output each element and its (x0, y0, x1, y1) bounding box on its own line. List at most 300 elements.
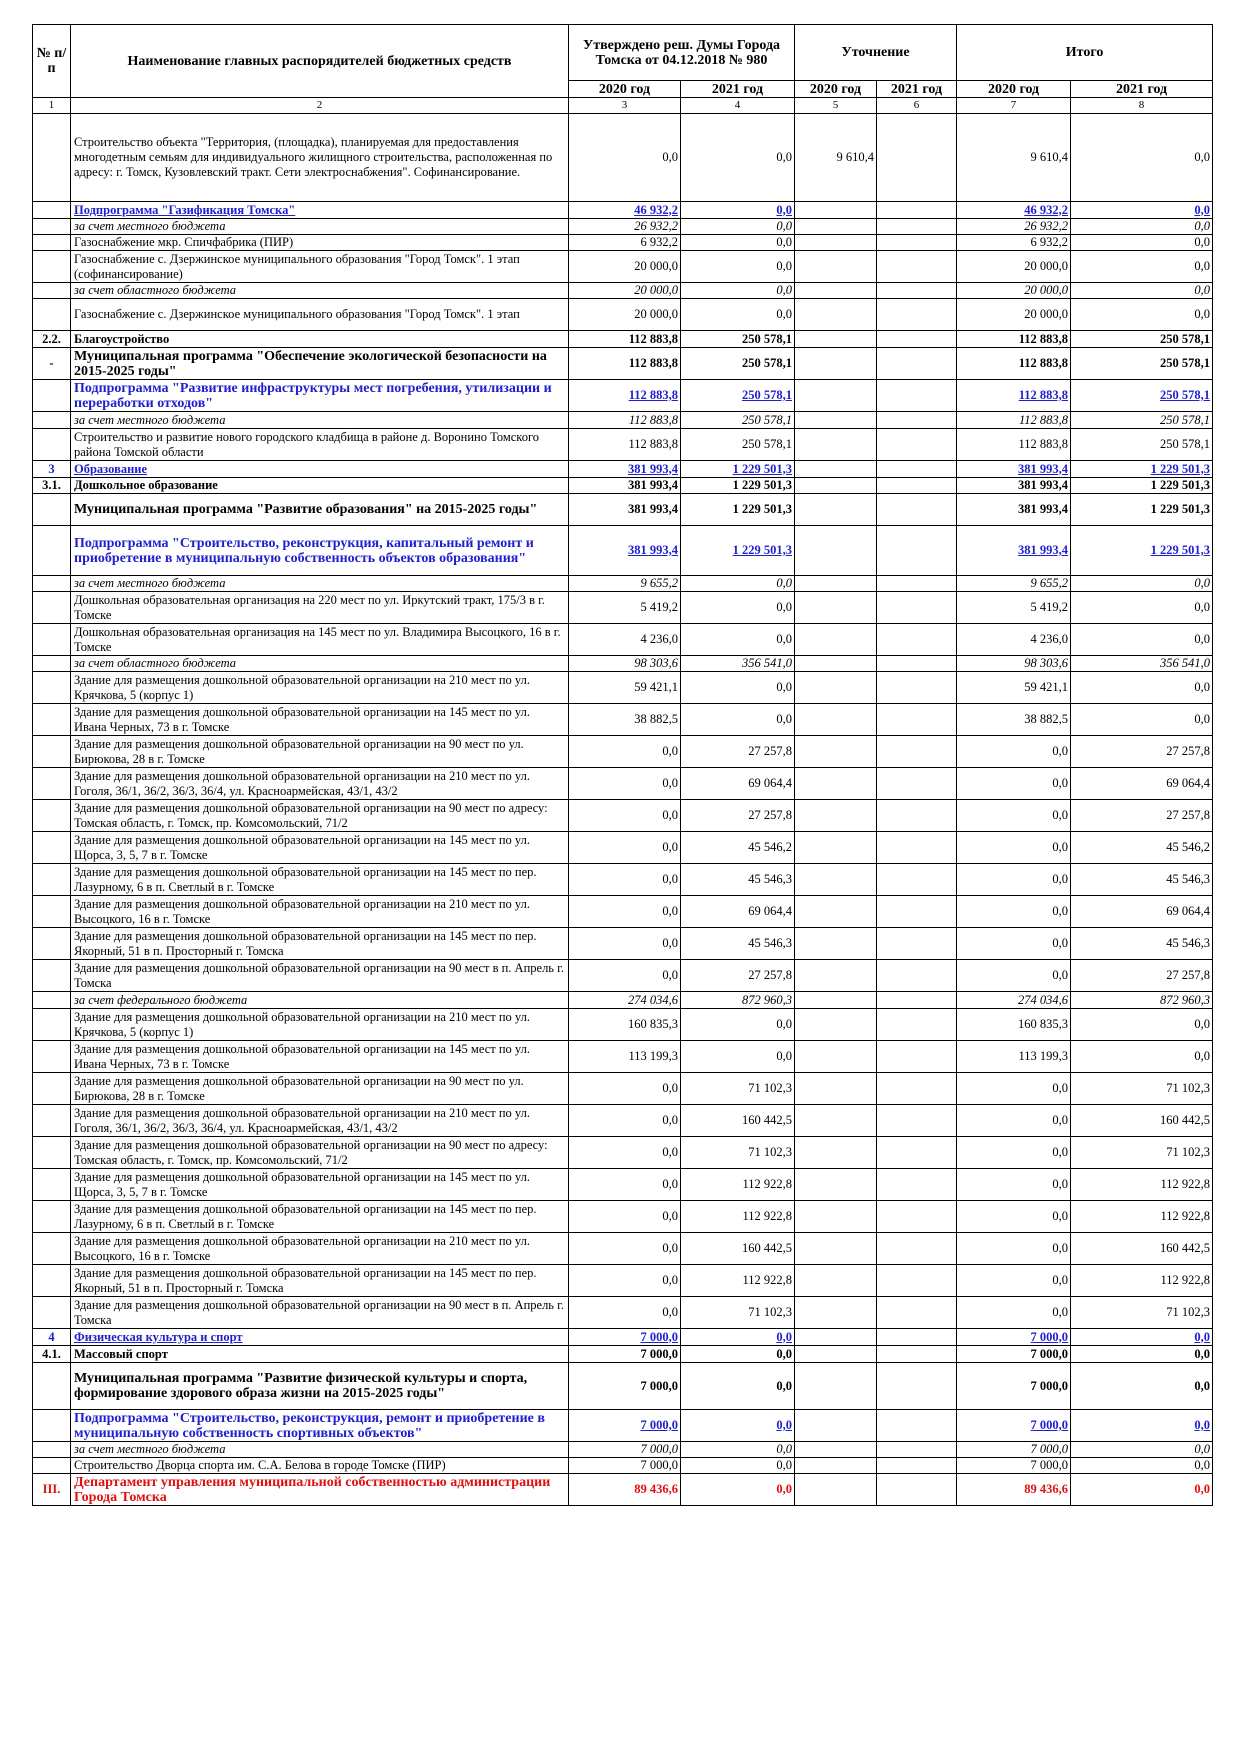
value-cell-t21: 0,0 (1071, 1363, 1213, 1410)
value-cell-u21 (877, 1458, 957, 1474)
value-cell-a20: 0,0 (569, 1201, 681, 1233)
value-cell-u21 (877, 1363, 957, 1410)
value-cell-u20 (795, 832, 877, 864)
value-cell-a21: 250 578,1 (681, 412, 795, 429)
value-cell-u20 (795, 1329, 877, 1346)
value-cell-t21: 0,0 (1071, 704, 1213, 736)
value-cell-a21: 0,0 (681, 704, 795, 736)
value-cell-a21: 0,0 (681, 219, 795, 235)
value-cell-t21: 1 229 501,3 (1071, 526, 1213, 576)
value-cell-t21: 69 064,4 (1071, 768, 1213, 800)
row-name: Здание для размещения дошкольной образовательной организации на 210 мест по ул. Крячкова, 5 (корпус 1) (71, 1009, 569, 1041)
row-name: Здание для размещения дошкольной образовательной организации на 90 мест в п. Апрель г. Томска (71, 1297, 569, 1329)
value-cell-t21: 160 442,5 (1071, 1105, 1213, 1137)
value-cell-u21 (877, 896, 957, 928)
table-row (33, 429, 1213, 461)
value-cell-a21: 0,0 (681, 1041, 795, 1073)
row-number (33, 219, 71, 235)
value-cell-a21: 0,0 (681, 299, 795, 331)
value-cell-t21: 250 578,1 (1071, 331, 1213, 348)
value-cell-a21: 45 546,3 (681, 864, 795, 896)
value-cell-u20 (795, 1169, 877, 1201)
value-cell-u21 (877, 1169, 957, 1201)
row-name: Газоснабжение с. Дзержинское муниципального образования "Город Томск". 1 этап (софинансирование) (71, 251, 569, 283)
row-name: Здание для размещения дошкольной образовательной организации на 210 мест по ул. Гоголя, 36/1, 36/2, 36/3, 36/4, ул. Красноармейская, 43/1, 43/2 (71, 768, 569, 800)
value-cell-t20: 0,0 (957, 1297, 1071, 1329)
row-name: Здание для размещения дошкольной образовательной организации на 145 мест по пер. Лазурному, 6 в п. Светлый в г. Томске (71, 864, 569, 896)
value-cell-u21 (877, 299, 957, 331)
row-number (33, 1442, 71, 1458)
row-number (33, 1363, 71, 1410)
row-name: Дошкольное образование (71, 478, 569, 494)
value-cell-a20: 0,0 (569, 1265, 681, 1297)
row-name: Газоснабжение с. Дзержинское муниципального образования "Город Томск". 1 этап (71, 299, 569, 331)
value-cell-t21: 0,0 (1071, 1009, 1213, 1041)
table-row (33, 1105, 1213, 1137)
value-cell-u21 (877, 864, 957, 896)
value-cell-u20 (795, 1009, 877, 1041)
row-number (33, 1105, 71, 1137)
column-index: 7 (957, 98, 1071, 114)
value-cell-t21: 250 578,1 (1071, 412, 1213, 429)
row-number (33, 1265, 71, 1297)
value-cell-u20 (795, 1297, 877, 1329)
value-cell-u21 (877, 768, 957, 800)
row-number (33, 299, 71, 331)
value-cell-u21 (877, 1233, 957, 1265)
value-cell-a21: 0,0 (681, 1346, 795, 1363)
row-number (33, 960, 71, 992)
value-cell-u20 (795, 896, 877, 928)
row-number (33, 526, 71, 576)
value-cell-t20: 381 993,4 (957, 494, 1071, 526)
value-cell-t21: 0,0 (1071, 299, 1213, 331)
table-row (33, 576, 1213, 592)
value-cell-a20: 0,0 (569, 896, 681, 928)
table-row (33, 624, 1213, 656)
value-cell-t21: 112 922,8 (1071, 1169, 1213, 1201)
value-cell-a20: 4 236,0 (569, 624, 681, 656)
value-cell-t20: 5 419,2 (957, 592, 1071, 624)
column-index: 8 (1071, 98, 1213, 114)
row-name: за счет областного бюджета (71, 656, 569, 672)
value-cell-a21: 0,0 (681, 202, 795, 219)
value-cell-a21: 0,0 (681, 235, 795, 251)
value-cell-t20: 6 932,2 (957, 235, 1071, 251)
value-cell-t20: 7 000,0 (957, 1346, 1071, 1363)
row-name: Здание для размещения дошкольной образовательной организации на 210 мест по ул. Крячкова, 5 (корпус 1) (71, 672, 569, 704)
value-cell-t21: 27 257,8 (1071, 736, 1213, 768)
budget-table-sheet (32, 24, 1212, 1506)
value-cell-a20: 20 000,0 (569, 283, 681, 299)
value-cell-t21: 0,0 (1071, 202, 1213, 219)
column-index: 3 (569, 98, 681, 114)
value-cell-t20: 160 835,3 (957, 1009, 1071, 1041)
row-name: Здание для размещения дошкольной образовательной организации на 145 мест по пер. Якорный, 51 в п. Просторный г. Томска (71, 1265, 569, 1297)
column-index: 4 (681, 98, 795, 114)
table-row (33, 656, 1213, 672)
value-cell-u21 (877, 1297, 957, 1329)
value-cell-t20: 20 000,0 (957, 251, 1071, 283)
value-cell-t20: 112 883,8 (957, 348, 1071, 380)
value-cell-t20: 0,0 (957, 1169, 1071, 1201)
row-name: Здание для размещения дошкольной образовательной организации на 210 мест по ул. Гоголя, 36/1, 36/2, 36/3, 36/4, ул. Красноармейская, 43/1, 43/2 (71, 1105, 569, 1137)
value-cell-a20: 7 000,0 (569, 1458, 681, 1474)
value-cell-t20: 113 199,3 (957, 1041, 1071, 1073)
value-cell-t20: 46 932,2 (957, 202, 1071, 219)
value-cell-t20: 0,0 (957, 864, 1071, 896)
value-cell-t20: 7 000,0 (957, 1458, 1071, 1474)
column-index: 5 (795, 98, 877, 114)
table-row (33, 960, 1213, 992)
value-cell-a20: 0,0 (569, 1137, 681, 1169)
row-name: Строительство Дворца спорта им. С.А. Белова в городе Томске (ПИР) (71, 1458, 569, 1474)
value-cell-u21 (877, 960, 957, 992)
value-cell-a20: 0,0 (569, 928, 681, 960)
value-cell-a21: 27 257,8 (681, 736, 795, 768)
row-number (33, 736, 71, 768)
table-row (33, 768, 1213, 800)
value-cell-u20 (795, 1474, 877, 1506)
value-cell-t21: 71 102,3 (1071, 1073, 1213, 1105)
value-cell-a21: 71 102,3 (681, 1137, 795, 1169)
header-year: 2021 год (1071, 81, 1213, 98)
value-cell-a21: 71 102,3 (681, 1073, 795, 1105)
value-cell-t21: 250 578,1 (1071, 380, 1213, 412)
value-cell-a20: 89 436,6 (569, 1474, 681, 1506)
row-number (33, 1201, 71, 1233)
value-cell-a21: 0,0 (681, 1329, 795, 1346)
value-cell-t20: 26 932,2 (957, 219, 1071, 235)
row-number: III. (33, 1474, 71, 1506)
row-number (33, 928, 71, 960)
table-row (33, 1442, 1213, 1458)
row-number (33, 380, 71, 412)
header-year: 2020 год (569, 81, 681, 98)
row-name: Здание для размещения дошкольной образовательной организации на 145 мест по ул. Щорса, 3, 5, 7 в г. Томске (71, 832, 569, 864)
value-cell-u21 (877, 656, 957, 672)
value-cell-t21: 0,0 (1071, 235, 1213, 251)
value-cell-t21: 0,0 (1071, 1329, 1213, 1346)
row-name: Дошкольная образовательная организация на 220 мест по ул. Иркутский тракт, 175/3 в г. Томске (71, 592, 569, 624)
value-cell-u20 (795, 1410, 877, 1442)
value-cell-t21: 356 541,0 (1071, 656, 1213, 672)
table-body (33, 114, 1213, 1506)
value-cell-u20 (795, 800, 877, 832)
value-cell-a21: 250 578,1 (681, 348, 795, 380)
table-row (33, 380, 1213, 412)
value-cell-a20: 5 419,2 (569, 592, 681, 624)
table-row (33, 736, 1213, 768)
row-number: 2.2. (33, 331, 71, 348)
value-cell-u21 (877, 461, 957, 478)
table-row (33, 1297, 1213, 1329)
value-cell-u21 (877, 800, 957, 832)
value-cell-a20: 7 000,0 (569, 1442, 681, 1458)
value-cell-t21: 1 229 501,3 (1071, 461, 1213, 478)
value-cell-t20: 0,0 (957, 960, 1071, 992)
value-cell-t21: 0,0 (1071, 1346, 1213, 1363)
row-name: Здание для размещения дошкольной образовательной организации на 90 мест по адресу: Томская область, г. Томск, пр. Комсомольский, 71/2 (71, 800, 569, 832)
value-cell-u21 (877, 429, 957, 461)
value-cell-u21 (877, 1105, 957, 1137)
value-cell-u20 (795, 219, 877, 235)
value-cell-a21: 250 578,1 (681, 380, 795, 412)
header-year: 2020 год (795, 81, 877, 98)
value-cell-t20: 0,0 (957, 736, 1071, 768)
value-cell-a20: 0,0 (569, 800, 681, 832)
value-cell-u20 (795, 1458, 877, 1474)
value-cell-a21: 112 922,8 (681, 1169, 795, 1201)
value-cell-u20 (795, 1363, 877, 1410)
value-cell-a21: 0,0 (681, 1442, 795, 1458)
header-year: 2021 год (681, 81, 795, 98)
value-cell-t21: 0,0 (1071, 592, 1213, 624)
value-cell-a21: 112 922,8 (681, 1201, 795, 1233)
value-cell-a20: 160 835,3 (569, 1009, 681, 1041)
value-cell-t20: 7 000,0 (957, 1363, 1071, 1410)
row-name: Здание для размещения дошкольной образовательной организации на 90 мест в п. Апрель г. Томска (71, 960, 569, 992)
table-row (33, 1458, 1213, 1474)
value-cell-u20 (795, 992, 877, 1009)
value-cell-u21 (877, 283, 957, 299)
row-name: Муниципальная программа "Развитие образования" на 2015-2025 годы" (71, 494, 569, 526)
value-cell-t21: 872 960,3 (1071, 992, 1213, 1009)
value-cell-u20 (795, 960, 877, 992)
row-name: Департамент управления муниципальной собственностью администрации Города Томска (71, 1474, 569, 1506)
table-row (33, 251, 1213, 283)
row-number (33, 412, 71, 429)
value-cell-t21: 69 064,4 (1071, 896, 1213, 928)
value-cell-a20: 113 199,3 (569, 1041, 681, 1073)
value-cell-a20: 38 882,5 (569, 704, 681, 736)
value-cell-t20: 7 000,0 (957, 1442, 1071, 1458)
value-cell-t20: 0,0 (957, 1233, 1071, 1265)
value-cell-t21: 0,0 (1071, 672, 1213, 704)
row-number (33, 1137, 71, 1169)
row-number: 3.1. (33, 478, 71, 494)
table-row (33, 800, 1213, 832)
value-cell-t20: 0,0 (957, 768, 1071, 800)
value-cell-a20: 6 932,2 (569, 235, 681, 251)
value-cell-a20: 20 000,0 (569, 299, 681, 331)
value-cell-t20: 381 993,4 (957, 478, 1071, 494)
row-name: Газоснабжение мкр. Спичфабрика (ПИР) (71, 235, 569, 251)
row-number (33, 992, 71, 1009)
value-cell-a20: 0,0 (569, 832, 681, 864)
value-cell-t20: 7 000,0 (957, 1410, 1071, 1442)
value-cell-u20 (795, 736, 877, 768)
row-name: за счет федерального бюджета (71, 992, 569, 1009)
row-number (33, 251, 71, 283)
value-cell-a21: 1 229 501,3 (681, 461, 795, 478)
value-cell-a20: 112 883,8 (569, 331, 681, 348)
value-cell-t20: 0,0 (957, 832, 1071, 864)
value-cell-u20 (795, 494, 877, 526)
value-cell-u20 (795, 348, 877, 380)
value-cell-t21: 45 546,3 (1071, 928, 1213, 960)
value-cell-t20: 112 883,8 (957, 429, 1071, 461)
value-cell-a20: 0,0 (569, 1297, 681, 1329)
value-cell-t21: 112 922,8 (1071, 1265, 1213, 1297)
value-cell-u20 (795, 526, 877, 576)
budget-table (32, 24, 1213, 1506)
row-number (33, 1169, 71, 1201)
row-name: Здание для размещения дошкольной образовательной организации на 210 мест по ул. Высоцкого, 16 в г. Томске (71, 1233, 569, 1265)
row-number (33, 800, 71, 832)
value-cell-a21: 0,0 (681, 592, 795, 624)
value-cell-u21 (877, 1346, 957, 1363)
row-name: Муниципальная программа "Обеспечение экологической безопасности на 2015-2025 годы" (71, 348, 569, 380)
value-cell-u21 (877, 526, 957, 576)
table-row (33, 202, 1213, 219)
row-name: за счет областного бюджета (71, 283, 569, 299)
value-cell-a21: 45 546,3 (681, 928, 795, 960)
value-cell-u20 (795, 1201, 877, 1233)
value-cell-u21 (877, 624, 957, 656)
value-cell-u20 (795, 864, 877, 896)
value-cell-a21: 45 546,2 (681, 832, 795, 864)
row-name: Массовый спорт (71, 1346, 569, 1363)
table-row (33, 1009, 1213, 1041)
value-cell-t21: 45 546,2 (1071, 832, 1213, 864)
value-cell-a21: 112 922,8 (681, 1265, 795, 1297)
value-cell-u21 (877, 736, 957, 768)
table-row (33, 592, 1213, 624)
value-cell-a20: 0,0 (569, 1169, 681, 1201)
value-cell-u20 (795, 928, 877, 960)
value-cell-u21 (877, 494, 957, 526)
row-number (33, 1041, 71, 1073)
value-cell-t20: 7 000,0 (957, 1329, 1071, 1346)
value-cell-u20 (795, 1105, 877, 1137)
value-cell-u21 (877, 1442, 957, 1458)
value-cell-t20: 38 882,5 (957, 704, 1071, 736)
value-cell-u20: 9 610,4 (795, 114, 877, 202)
value-cell-a21: 0,0 (681, 1009, 795, 1041)
row-number (33, 1297, 71, 1329)
table-row (33, 1169, 1213, 1201)
table-row (33, 299, 1213, 331)
value-cell-t21: 1 229 501,3 (1071, 494, 1213, 526)
value-cell-u20 (795, 1442, 877, 1458)
table-row (33, 331, 1213, 348)
value-cell-a21: 0,0 (681, 251, 795, 283)
row-name: Здание для размещения дошкольной образовательной организации на 145 мест по ул. Ивана Черных, 73 в г. Томске (71, 1041, 569, 1073)
table-row (33, 235, 1213, 251)
value-cell-t20: 0,0 (957, 1265, 1071, 1297)
header-year: 2020 год (957, 81, 1071, 98)
row-name: Подпрограмма "Строительство, реконструкция, капитальный ремонт и приобретение в муниципальную собственность объектов образования" (71, 526, 569, 576)
value-cell-t20: 0,0 (957, 896, 1071, 928)
row-name: за счет местного бюджета (71, 219, 569, 235)
value-cell-t20: 0,0 (957, 928, 1071, 960)
row-number: 3 (33, 461, 71, 478)
table-row (33, 526, 1213, 576)
value-cell-a21: 872 960,3 (681, 992, 795, 1009)
table-row (33, 283, 1213, 299)
row-name: Здание для размещения дошкольной образовательной организации на 90 мест по адресу: Томская область, г. Томск, пр. Комсомольский, 71/2 (71, 1137, 569, 1169)
value-cell-t20: 20 000,0 (957, 299, 1071, 331)
value-cell-a20: 381 993,4 (569, 478, 681, 494)
header-total: Итого (957, 25, 1213, 81)
row-name: за счет местного бюджета (71, 412, 569, 429)
value-cell-a20: 26 932,2 (569, 219, 681, 235)
value-cell-t20: 9 610,4 (957, 114, 1071, 202)
row-number (33, 704, 71, 736)
header-number: № п/п (33, 25, 71, 98)
value-cell-a20: 0,0 (569, 114, 681, 202)
value-cell-u20 (795, 283, 877, 299)
value-cell-t20: 9 655,2 (957, 576, 1071, 592)
value-cell-a20: 381 993,4 (569, 526, 681, 576)
value-cell-a20: 7 000,0 (569, 1410, 681, 1442)
value-cell-t21: 0,0 (1071, 1474, 1213, 1506)
row-name: Дошкольная образовательная организация на 145 мест по ул. Владимира Высоцкого, 16 в г. Томске (71, 624, 569, 656)
value-cell-a20: 381 993,4 (569, 461, 681, 478)
table-row (33, 1233, 1213, 1265)
row-number (33, 235, 71, 251)
row-name: Подпрограмма "Строительство, реконструкция, ремонт и приобретение в муниципальную собственность спортивных объектов" (71, 1410, 569, 1442)
row-name: Физическая культура и спорт (71, 1329, 569, 1346)
value-cell-a21: 250 578,1 (681, 331, 795, 348)
value-cell-a21: 1 229 501,3 (681, 494, 795, 526)
value-cell-t20: 381 993,4 (957, 461, 1071, 478)
row-number (33, 283, 71, 299)
row-name: Здание для размещения дошкольной образовательной организации на 145 мест по пер. Якорный, 51 в п. Просторный г. Томска (71, 928, 569, 960)
value-cell-u21 (877, 235, 957, 251)
value-cell-t20: 0,0 (957, 1201, 1071, 1233)
value-cell-a21: 356 541,0 (681, 656, 795, 672)
table-row (33, 1137, 1213, 1169)
row-number: - (33, 348, 71, 380)
value-cell-a20: 112 883,8 (569, 348, 681, 380)
row-name: за счет местного бюджета (71, 576, 569, 592)
value-cell-u20 (795, 624, 877, 656)
row-number (33, 592, 71, 624)
value-cell-u21 (877, 1474, 957, 1506)
value-cell-a21: 69 064,4 (681, 896, 795, 928)
table-row (33, 348, 1213, 380)
header-name: Наименование главных распорядителей бюджетных средств (71, 25, 569, 98)
value-cell-u21 (877, 380, 957, 412)
table-row (33, 1410, 1213, 1442)
table-row (33, 461, 1213, 478)
value-cell-u21 (877, 1073, 957, 1105)
value-cell-u21 (877, 992, 957, 1009)
table-row (33, 1073, 1213, 1105)
value-cell-t20: 112 883,8 (957, 412, 1071, 429)
row-number (33, 494, 71, 526)
table-row (33, 114, 1213, 202)
row-name: Здание для размещения дошкольной образовательной организации на 90 мест по ул. Бирюкова, 28 в г. Томске (71, 1073, 569, 1105)
value-cell-a21: 1 229 501,3 (681, 478, 795, 494)
value-cell-t20: 0,0 (957, 1105, 1071, 1137)
value-cell-u20 (795, 672, 877, 704)
row-name: за счет местного бюджета (71, 1442, 569, 1458)
value-cell-u21 (877, 1041, 957, 1073)
value-cell-u21 (877, 832, 957, 864)
value-cell-u21 (877, 1410, 957, 1442)
row-number (33, 576, 71, 592)
row-name: Муниципальная программа "Развитие физической культуры и спорта, формирование здорового образа жизни на 2015-2025 годы" (71, 1363, 569, 1410)
row-number (33, 864, 71, 896)
value-cell-a21: 1 229 501,3 (681, 526, 795, 576)
table-row (33, 1363, 1213, 1410)
value-cell-a21: 0,0 (681, 114, 795, 202)
value-cell-a21: 0,0 (681, 1363, 795, 1410)
value-cell-u21 (877, 412, 957, 429)
